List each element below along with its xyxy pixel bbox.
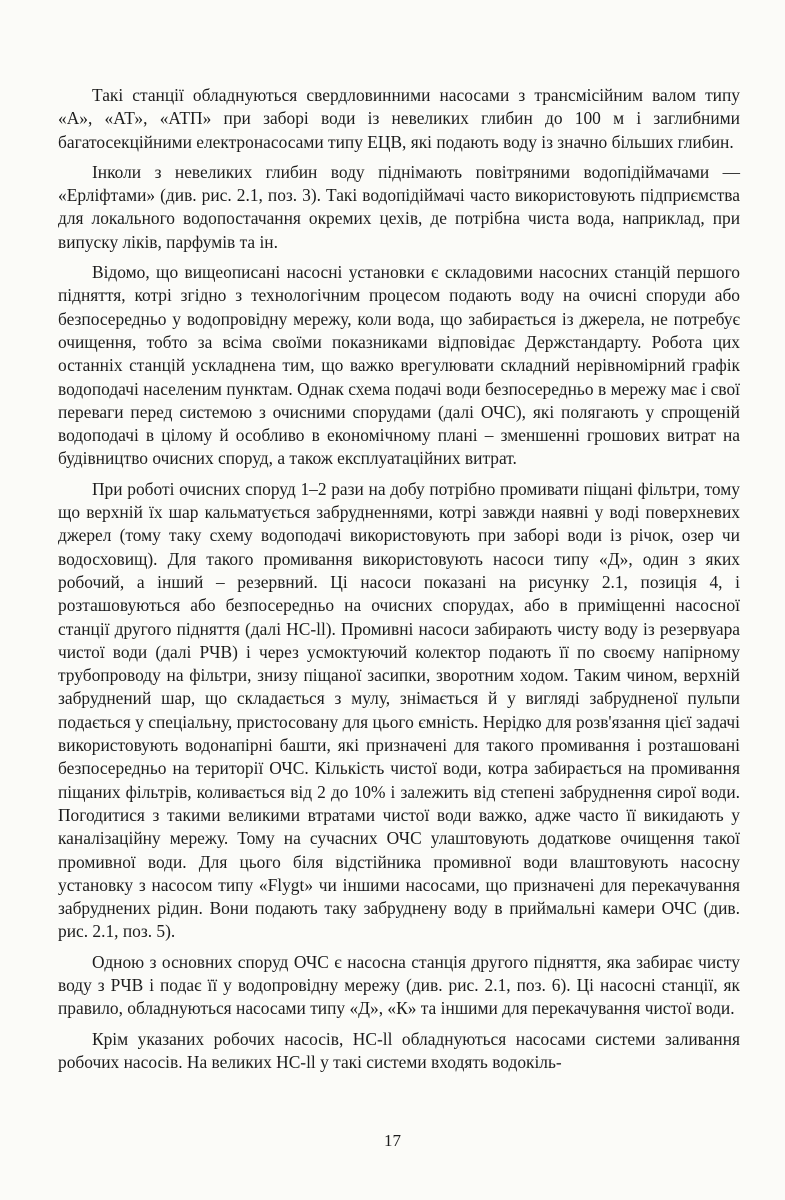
page-text-block [58,84,740,1081]
paragraph-1: Такі станції обладнуються свердловинними насосами з трансмісійним валом типу «А», «АТ», «АТП» при заборі води із невеликих глибин до 100 м і заглибними багатосекційними електронасосами типу ЕЦВ, які подають воду із значно більших глибин. [58,85,740,152]
paragraph-5: Одною з основних споруд ОЧС є насосна станція другого підняття, яка забирає чисту воду з РЧВ і подає її у водопровідну мережу (див. рис. 2.1, поз. 6). Ці насосні станції, як правило, обладнуються насосами типу «Д», «К» та іншими для перекачування чистої води. [58,951,740,1019]
paragraph-3: Відомо, що вищеописані насосні установки є складовими насосних станцій першого підняття, котрі згідно з технологічним процесом подають воду на очисні споруди або безпосередньо у водопровідну мережу, коли вода, що забирається із джерела, не потребує очищення, тобто за всіма своїми показниками відповідає Держстандарту. Робота цих останніх станцій ускладнена тим, що важко врегулювати складний нерівномірний графік водоподачі населеним пунктам. Однак схема подачі води безпосередньо в мережу має і свої переваги перед системою з очисними спорудами (далі ОЧС), які полягають у спрощеній водоподачі в цілому й особливо в економічному плані – зменшенні грошових витрат на будівництво очисних споруд, а також експлуатаційних витрат. [58,262,740,469]
paragraph-6: Крім указаних робочих насосів, НС-ll обладнуються насосами системи заливання робочих насосів. На великих НС-ll у такі системи входять водокіль- [58,1028,740,1072]
paragraph-2: Інколи з невеликих глибин воду піднімають повітряними водопідіймачами — «Ерліфтами» (див. рис. 2.1, поз. 3). Такі водопідіймачі часто використовують підприємства для локального водопостачання окремих цехів, де потрібна чиста вода, наприклад, при випуску ліків, парфумів та ін. [58,161,740,252]
page-number: 17 [384,1131,401,1150]
paragraph-4: При роботі очисних споруд 1–2 рази на добу потрібно промивати піщані фільтри, тому що верхній їх шар кальматується забрудненнями, котрі завжди наявні у воді поверхневих джерел (тому таку схему водоподачі використовують при заборі води із річок, озер чи водосховищ). Для такого промивання використовують насоси типу «Д», один з яких робочий, а інший – резервний. Ці насоси показані на рисунку 2.1, позиція 4, і розташовуються або безпосередньо на очисних спорудах, або в приміщенні насосної станції другого підняття (далі НС-ll). Промивні насоси забирають чисту воду із резервуара чистої води (далі РЧВ) і через усмоктуючий колектор подають її по своєму напірному трубопроводу на фільтри, знизу піщаної засипки, зворотним ходом. Таким чином, верхній забруднений шар, що складається з мулу, знімається й у вигляді забрудненої пульпи подається у спеціальну, пристосовану для цього ємність. Нерідко для розв'язання цієї задачі використовують водонапірні башти, які призначені для такого промивання і розташовані безпосередньо на території ОЧС. Кількість чистої води, котра забирається на промивання піщаних фільтрів, коливається від 2 до 10% і залежить від степені забруднення сирої води. Погодитися з такими великими втратами чистої води важко, адже часто її викидають у каналізаційну мережу. Тому на сучасних ОЧС улаштовують додаткове очищення такої промивної води. Для цього біля відстійника промивної води влаштовують насосну установку з насосом типу «Flygt» чи іншими насосами, що призначені для перекачування забруднених рідин. Вони подають таку забруднену воду в приймальні камери ОЧС (див. рис. 2.1, поз. 5). [58,478,740,942]
